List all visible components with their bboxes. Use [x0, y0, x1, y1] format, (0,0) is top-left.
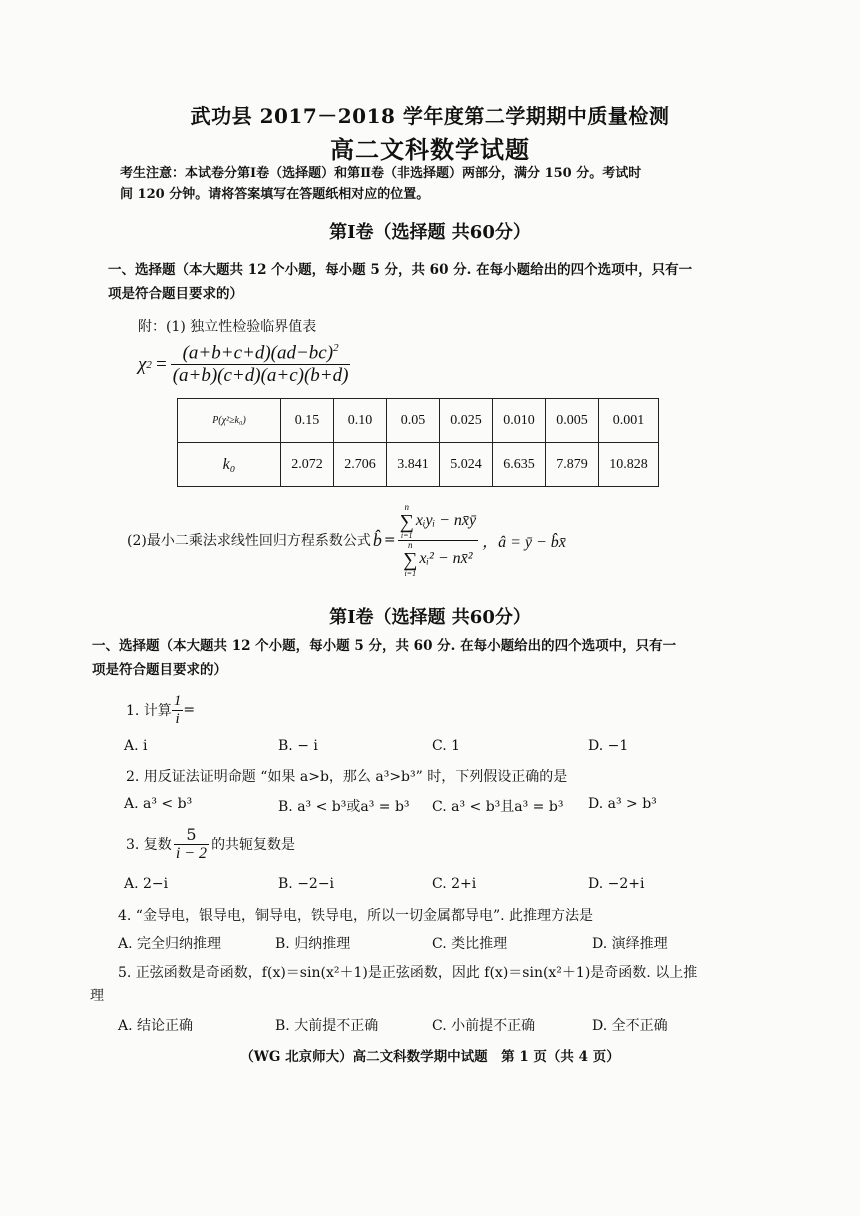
- q4-option-c: C. 类比推理: [432, 936, 508, 952]
- question-3-stem: 3. 复数 $\frac{5}{i - 2}$ 的共轭复数是: [126, 825, 296, 862]
- table-cell: 0.001: [599, 399, 659, 443]
- table-row-k: [178, 443, 659, 487]
- sum-sign-bottom: n ∑ i=1: [403, 539, 418, 578]
- q1-option-b: B. − i: [278, 738, 318, 754]
- page-footer: （WG 北京师大）高二文科数学期中试题 第 1 页（共 4 页）: [240, 1049, 620, 1065]
- chi-symbol: χ: [138, 353, 147, 375]
- regression-formula: [127, 500, 566, 580]
- chi-square-formula: [138, 342, 350, 387]
- question-2-stem: 2. 用反证法证明命题 “如果 a>b，那么 a³>b³” 时，下列假设正确的是: [126, 769, 568, 785]
- section1-intro-line1: 一、选择题（本大题共 12 个小题，每小题 5 分，共 60 分. 在每小题给出的四个选项中，只有一: [108, 262, 693, 278]
- chi-fraction: [171, 342, 351, 387]
- q1-option-c: C. 1: [432, 738, 461, 754]
- b-hat: b̂: [372, 529, 382, 550]
- table-cell: 0.005: [546, 399, 599, 443]
- sum-sign-top: n ∑ i=1: [399, 501, 414, 540]
- table-cell: 5.024: [440, 443, 493, 487]
- q1-fraction: $\frac{1}{i}$: [173, 692, 182, 727]
- table-cell: 6.635: [493, 443, 546, 487]
- section2-intro-line2: 项是符合题目要求的）: [92, 662, 227, 678]
- exam-notice: [120, 163, 760, 205]
- question-4-stem: 4. “金导电，银导电，铜导电，铁导电，所以一切金属都导电”. 此推理方法是: [118, 908, 594, 924]
- chi-equals: =: [154, 353, 168, 375]
- q5-option-a: A. 结论正确: [118, 1018, 194, 1034]
- question-5-stem-line2: 理: [90, 988, 104, 1004]
- exam-title-line1: 武功县 2017－2018 学年度第二学期期中质量检测: [190, 104, 670, 128]
- exam-title-line2: 高二文科数学试题: [330, 135, 530, 164]
- q2-option-c: C. a³ < b³且a³ = b³: [432, 799, 564, 815]
- notice-line2: 间 120 分钟。请将答案填写在答题纸相对应的位置。: [120, 187, 430, 202]
- section2-intro-line1: 一、选择题（本大题共 12 个小题，每小题 5 分，共 60 分. 在每小题给出的四个选项中，只有一: [92, 638, 677, 654]
- question-1-stem: 1. 计算 $\frac{1}{i}$ =: [126, 692, 196, 727]
- regression-equals: =: [383, 532, 396, 548]
- q2-option-b: B. a³ < b³或a³ = b³: [278, 799, 410, 815]
- table-cell: 3.841: [387, 443, 440, 487]
- critical-value-table: [177, 398, 659, 487]
- table-cell: 0.15: [281, 399, 334, 443]
- q1-option-a: A. i: [124, 738, 148, 754]
- section2-heading: 第Ⅰ卷（选择题 共60分）: [329, 607, 531, 628]
- regression-label: (2)最小二乘法求线性回归方程系数公式: [127, 533, 371, 549]
- table-cell: 0.05: [387, 399, 440, 443]
- chi-sup: 2: [146, 358, 152, 371]
- table-cell: 2.072: [281, 443, 334, 487]
- section1-intro-line2: 项是符合题目要求的）: [108, 286, 243, 302]
- q3-option-c: C. 2+i: [432, 876, 477, 892]
- q4-option-b: B. 归纳推理: [275, 936, 351, 952]
- q5-option-d: D. 全不正确: [592, 1018, 668, 1034]
- table-cell: 0.010: [493, 399, 546, 443]
- q2-option-d: D. a³ > b³: [588, 796, 657, 812]
- regression-denominator: n ∑ i=1 xᵢ² − nx̄²: [403, 539, 473, 578]
- q3-option-d: D. −2+i: [588, 876, 645, 892]
- q5-option-c: C. 小前提不正确: [432, 1018, 536, 1034]
- section1-intro: [108, 258, 768, 306]
- section1-heading: 第Ⅰ卷（选择题 共60分）: [329, 222, 531, 243]
- q2-option-a: A. a³ < b³: [124, 796, 193, 812]
- table-header-p: P(χ²≥k₀): [178, 399, 281, 443]
- q5-option-b: B. 大前提不正确: [275, 1018, 379, 1034]
- a-hat-formula: ，â = ȳ − b̂x̄: [482, 533, 566, 551]
- chi-denominator: (a+b)(c+d)(a+c)(b+d): [172, 365, 349, 387]
- table-cell: 10.828: [599, 443, 659, 487]
- table-cell: 0.10: [334, 399, 387, 443]
- q4-option-a: A. 完全归纳推理: [118, 936, 222, 952]
- q4-option-d: D. 演绎推理: [592, 936, 668, 952]
- section2-intro: [92, 634, 772, 682]
- table-cell: 0.025: [440, 399, 493, 443]
- appendix-label: 附：(1) 独立性检验临界值表: [138, 319, 317, 335]
- q3-fraction: $\frac{5}{i - 2}$: [175, 825, 208, 862]
- q3-option-a: A. 2−i: [124, 876, 169, 892]
- q1-option-d: D. −1: [588, 738, 629, 754]
- table-cell: 2.706: [334, 443, 387, 487]
- q3-option-b: B. −2−i: [278, 876, 335, 892]
- table-header-k: k₀: [178, 443, 281, 487]
- chi-numerator: $(a+b+c+d)(ad-bc)^2$: [171, 342, 351, 365]
- table-row-p: [178, 399, 659, 443]
- table-cell: 7.879: [546, 443, 599, 487]
- notice-line1: 考生注意：本试卷分第Ⅰ卷（选择题）和第Ⅱ卷（非选择题）两部分，满分 150 分。考试时: [120, 166, 642, 181]
- question-5-stem-line1: 5. 正弦函数是奇函数，f(x)＝sin(x²＋1)是正弦函数，因此 f(x)＝sin(x²＋1)是奇函数. 以上推: [118, 965, 698, 981]
- regression-fraction: [398, 503, 479, 578]
- regression-numerator: n ∑ i=1 xᵢyᵢ − nx̄ȳ: [399, 501, 477, 540]
